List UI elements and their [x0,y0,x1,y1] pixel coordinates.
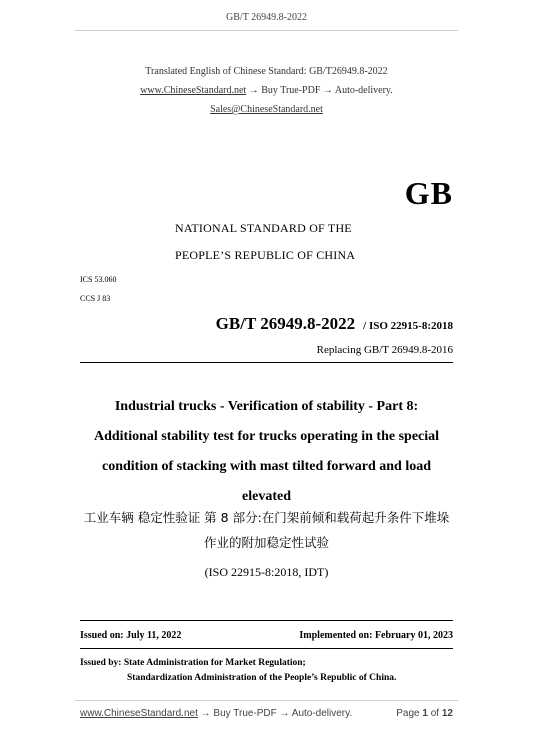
iso-equivalence: (ISO 22915-8:2018, IDT) [204,565,329,579]
gb-logo: GB [404,175,453,211]
replacing-note: Replacing GB/T 26949.8-2016 [316,344,453,356]
chinese-title [80,505,453,555]
chinese-title-line: 作业的附加稳定性试验 [203,535,329,550]
dates-top-rule [80,620,453,621]
english-title [80,392,453,512]
site-link[interactable]: www.ChineseStandard.net [140,85,247,96]
gbt-number: GB/T 26949.8-2022 [215,314,356,333]
title-top-rule [80,362,453,363]
issued-date: Issued on: July 11, 2022 [80,630,182,641]
page-label: Page [396,708,420,719]
org-line-2: PEOPLE’S REPUBLIC OF CHINA [175,248,356,262]
standard-number [216,314,453,334]
email-line [0,104,533,115]
footer-buy-notice [80,708,352,719]
org-line-1: NATIONAL STANDARD OF THE [175,221,352,235]
email-link[interactable]: Sales@ChineseStandard.net [210,104,323,115]
buy-notice-text: → Buy True-PDF → Auto-delivery. [246,85,393,96]
dates-bottom-rule [80,648,453,649]
ccs-code: CCS J 83 [80,294,111,303]
translation-notice: Translated English of Chinese Standard: GB/T26949.8-2022 [145,66,388,77]
issuer-line-2: Standardization Administration of the People’s Republic of China. [127,673,397,683]
ics-code: ICS 53.060 [80,275,117,284]
english-title-line: Additional stability test for trucks operating in the special [93,429,440,444]
header-rule [75,30,458,31]
page-of: of [430,708,440,719]
page-total: 12 [441,708,453,719]
footer-site-link[interactable]: www.ChineseStandard.net [80,708,198,719]
chinese-title-line: 工业车辆 稳定性验证 第 8 部分:在门架前倾和载荷起升条件下堆垛 [83,510,450,525]
buy-notice [0,85,533,96]
page-current: 1 [422,708,428,719]
english-title-line: condition of stacking with mast tilted forward and load [101,459,432,474]
page-indicator [396,708,453,719]
iso-reference: / ISO 22915-8:2018 [363,320,453,332]
implemented-date: Implemented on: February 01, 2023 [299,630,453,641]
footer-buy-text: → Buy True-PDF → Auto-delivery. [197,708,353,719]
english-title-line: Industrial trucks - Verification of stability - Part 8: [114,399,419,414]
issuing-bodies [80,656,396,686]
footer-rule [75,700,458,701]
issuer-line-1: Issued by: State Administration for Market Regulation; [80,658,306,668]
english-title-line: elevated [242,489,291,504]
running-header: GB/T 26949.8-2022 [226,12,307,23]
